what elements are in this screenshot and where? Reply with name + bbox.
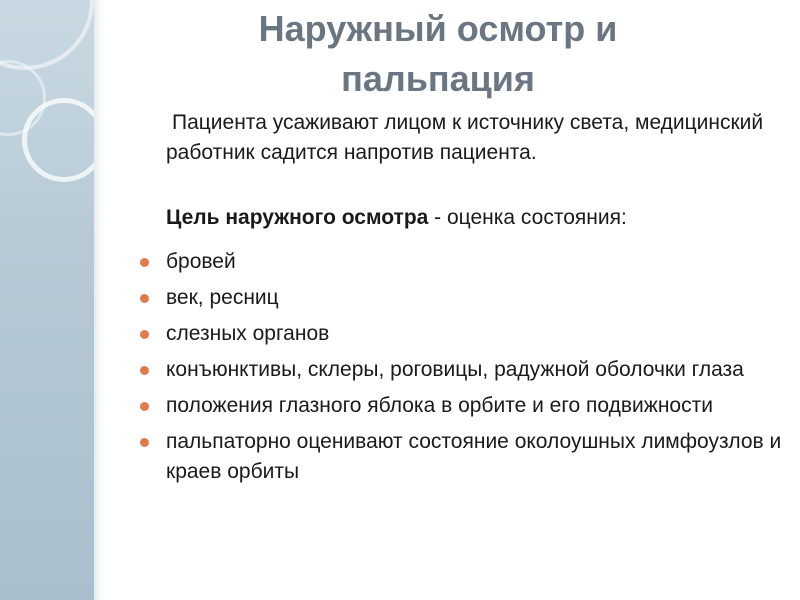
list-item [138,247,788,277]
bullet-icon [140,366,149,375]
slide-title-line-2: пальпация [341,58,535,99]
list-item [138,391,788,421]
decorative-ring-icon [22,98,94,182]
list-item-text: конъюнктивы, склеры, роговицы, радужной оболочки глаза [166,358,744,381]
list-item-text: пальпаторно оценивают состояние околоушных лимфоузлов и краев орбиты [166,430,782,483]
goal-paragraph [166,203,786,233]
bullet-icon [140,402,149,411]
bullet-icon [140,438,149,447]
bullet-icon [140,258,149,267]
list-item [138,355,788,385]
goal-bold-text: Цель наружного осмотра [166,206,429,229]
bullet-icon [140,330,149,339]
list-item [138,283,788,313]
list-item-text: бровей [166,250,236,273]
decorative-side-panel [0,0,94,600]
slide-title-line-1: Наружный осмотр и [258,8,618,49]
list-item-text: век, ресниц [166,286,279,309]
list-item [138,427,788,487]
bullet-list [138,247,788,493]
list-item-text: слезных органов [166,322,330,345]
slide-title [118,4,758,104]
bullet-icon [140,294,149,303]
list-item [138,319,788,349]
list-item-text: положения глазного яблока в орбите и его подвижности [166,394,713,417]
side-panel-edge [94,0,104,600]
intro-paragraph: Пациента усаживают лицом к источнику света, медицинский работник садится напротив пациента. [166,111,764,164]
goal-rest-text: - оценка состояния: [428,206,627,229]
